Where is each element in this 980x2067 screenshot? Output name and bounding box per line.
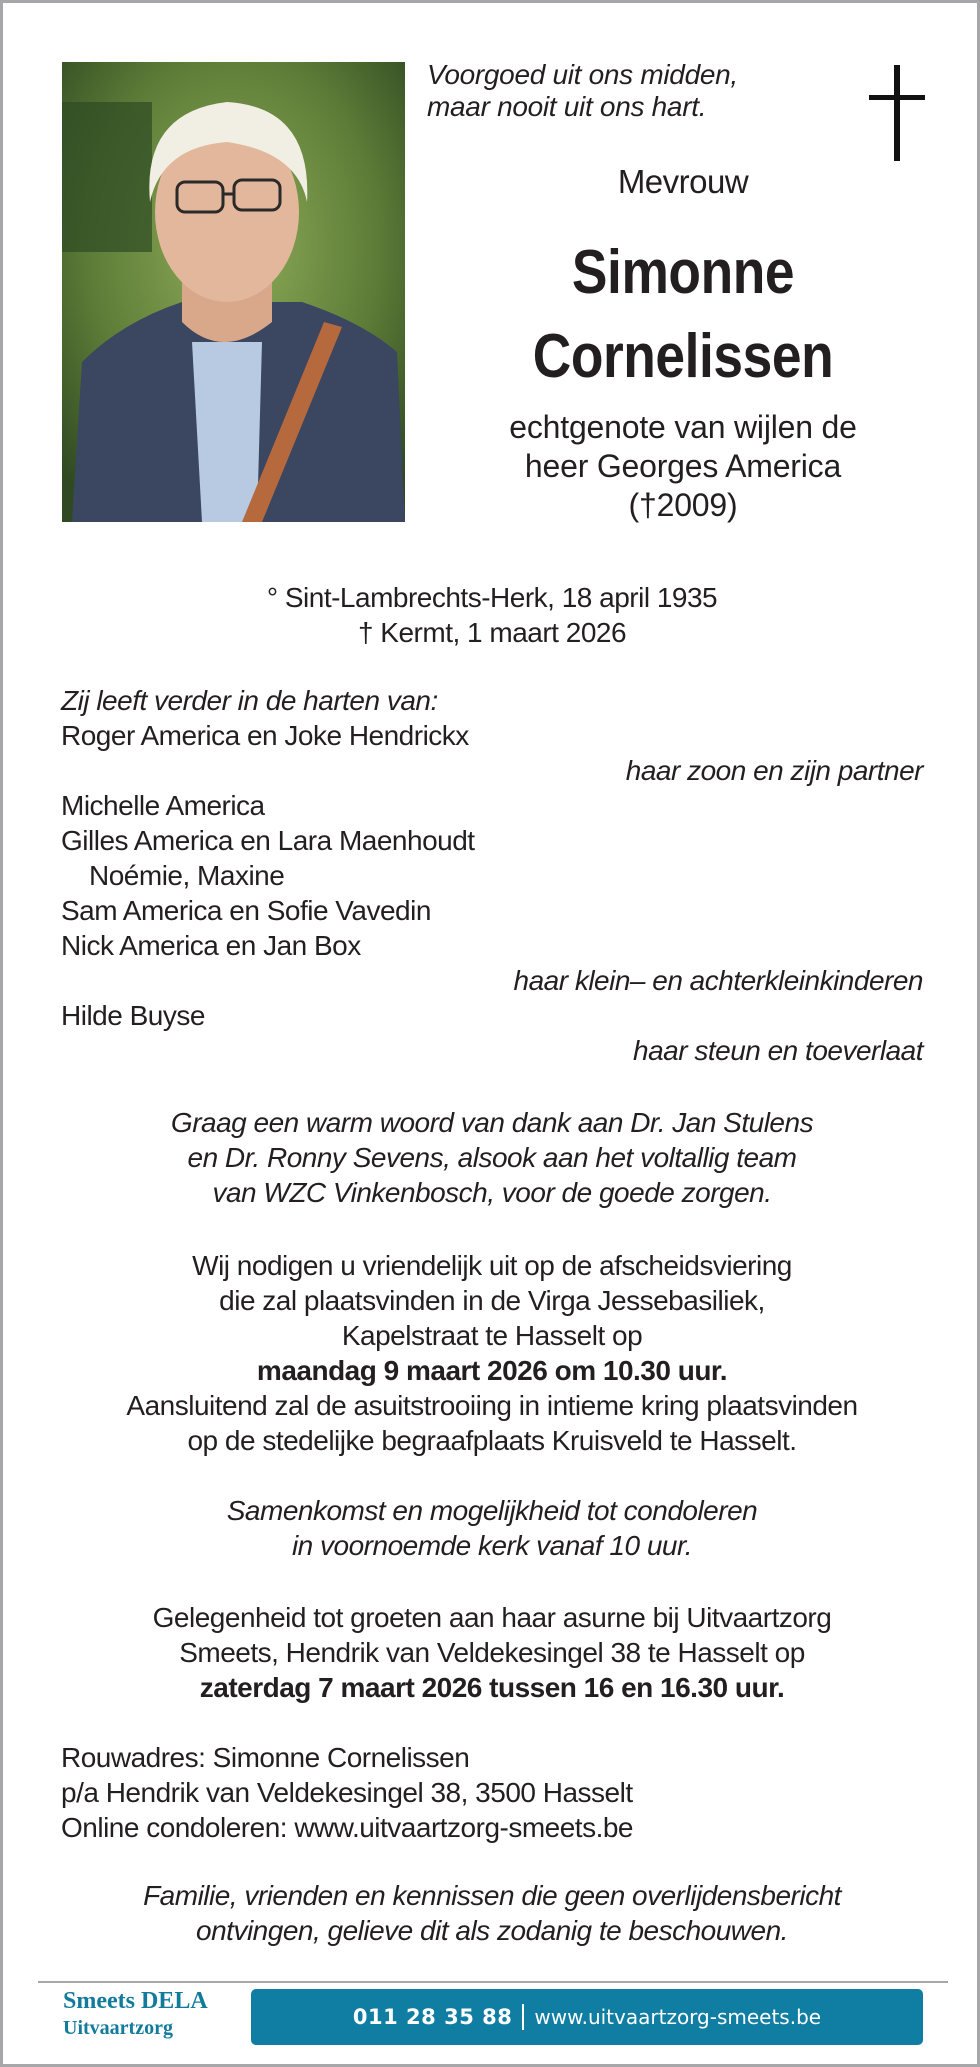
logo-text-a: A	[190, 1988, 208, 2014]
family-relation: haar steun en toeverlaat	[633, 1035, 923, 1066]
spouse-info	[423, 408, 943, 525]
family-member: Michelle America	[61, 790, 265, 821]
deceased-name	[459, 231, 906, 399]
visit-paragraph	[61, 1600, 923, 1705]
thanks-line: van WZC Vinkenbosch, voor de goede zorgen.	[212, 1177, 772, 1208]
footer-divider	[38, 1981, 948, 1983]
family-list	[61, 683, 923, 1068]
notice-line: Familie, vrienden en kennissen die geen overlijdensbericht	[143, 1880, 841, 1911]
quote-line: Voorgoed uit ons midden,	[427, 59, 738, 90]
visit-datetime: zaterdag 7 maart 2026 tussen 16 en 16.30 uur.	[199, 1672, 785, 1703]
family-member: Sam America en Sofie Vavedin	[61, 895, 431, 926]
spouse-line: echtgenote van wijlen de	[509, 409, 857, 445]
online-condolence: Online condoleren: www.uitvaartzorg-smeets.be	[61, 1812, 634, 1843]
thanks-paragraph	[61, 1105, 923, 1210]
memorial-quote	[427, 59, 807, 123]
honorific: Mevrouw	[617, 163, 749, 200]
contact-bar	[251, 1989, 923, 2045]
family-member: Gilles America en Lara Maenhoudt	[61, 825, 475, 856]
funeral-home-logo	[63, 1988, 208, 2042]
street-address: p/a Hendrik van Veldekesingel 38, 3500 Hasselt	[61, 1777, 633, 1808]
family-relation: haar klein– en achterkleinkinderen	[513, 965, 923, 996]
visit-line: Gelegenheid tot groeten aan haar asurne bij Uitvaartzorg	[152, 1602, 832, 1633]
thanks-line: Graag een warm woord van dank aan Dr. Jan Stulens	[170, 1107, 814, 1138]
quote-line: maar nooit uit ons hart.	[427, 91, 707, 122]
gathering-line: Samenkomst en mogelijkheid tot condoleren	[226, 1495, 758, 1526]
visit-line: Smeets, Hendrik van Veldekesingel 38 te Hasselt op	[179, 1637, 805, 1668]
portrait-image	[62, 62, 405, 522]
ceremony-line: Aansluitend zal de asuitstrooiing in intieme kring plaatsvinden	[126, 1390, 858, 1421]
birth-info: ° Sint-Lambrechts-Herk, 18 april 1935	[266, 582, 718, 613]
gathering-paragraph	[61, 1493, 923, 1563]
family-member: Nick America en Jan Box	[61, 930, 361, 961]
spouse-line: heer Georges America	[524, 448, 842, 484]
ceremony-datetime: maandag 9 maart 2026 om 10.30 uur.	[256, 1355, 728, 1386]
notice-paragraph	[61, 1878, 923, 1948]
family-member-children: Noémie, Maxine	[89, 860, 285, 891]
thanks-line: en Dr. Ronny Sevens, alsook aan het voltallig team	[187, 1142, 797, 1173]
ceremony-paragraph	[61, 1248, 923, 1458]
ceremony-line: die zal plaatsvinden in de Virga Jessebasiliek,	[219, 1285, 765, 1316]
logo-subtitle: Uitvaartzorg	[63, 2017, 173, 2039]
logo-text: Smeets DEL	[63, 1988, 191, 2014]
family-intro: Zij leeft verder in de harten van:	[61, 685, 438, 716]
ceremony-line: Kapelstraat te Hasselt op	[341, 1320, 643, 1351]
separator	[522, 2004, 524, 2030]
last-name: Cornelissen	[532, 322, 834, 391]
death-info: † Kermt, 1 maart 2026	[357, 617, 627, 648]
gathering-line: in voornoemde kerk vanaf 10 uur.	[291, 1530, 693, 1561]
mourning-address: Rouwadres: Simonne Cornelissen	[61, 1742, 470, 1773]
spouse-line: (†2009)	[628, 487, 738, 523]
cross-icon	[869, 65, 925, 161]
family-relation: haar zoon en zijn partner	[625, 755, 923, 786]
portrait-photo	[62, 62, 405, 522]
ceremony-line: op de stedelijke begraafplaats Kruisveld te Hasselt.	[187, 1425, 797, 1456]
first-name: Simonne	[571, 238, 795, 307]
notice-line: ontvingen, gelieve dit als zodanig te beschouwen.	[196, 1915, 788, 1946]
address-block	[61, 1740, 923, 1845]
life-dates	[61, 580, 923, 650]
ceremony-line: Wij nodigen u vriendelijk uit op de afscheidsviering	[192, 1250, 792, 1281]
phone-number[interactable]: 011 28 35 88	[352, 2005, 513, 2029]
website-link[interactable]: www.uitvaartzorg-smeets.be	[534, 2005, 822, 2029]
family-member: Hilde Buyse	[61, 1000, 205, 1031]
family-member: Roger America en Joke Hendrickx	[61, 720, 469, 751]
